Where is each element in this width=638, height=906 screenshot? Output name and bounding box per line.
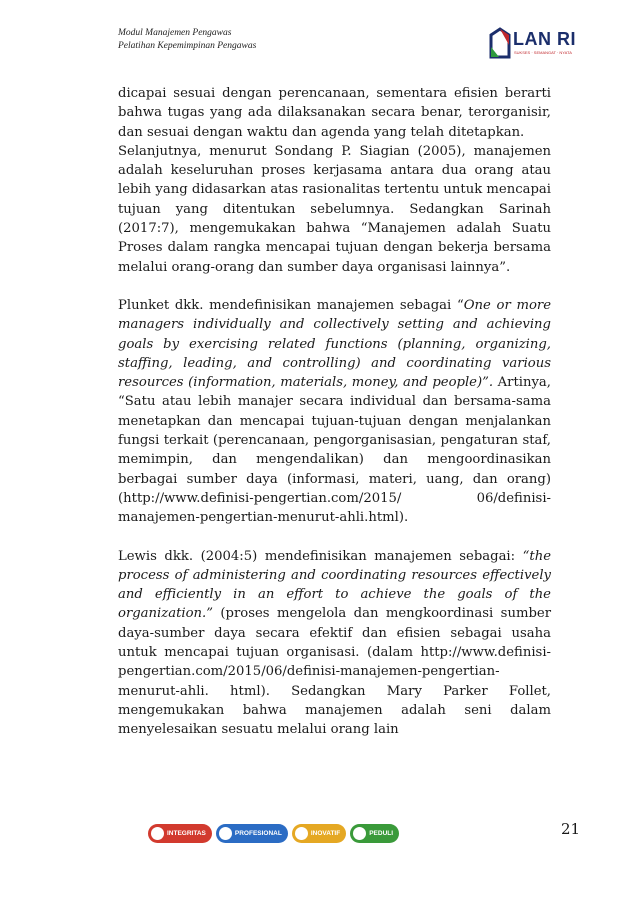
- running-header: [118, 27, 256, 53]
- logo-tagline: SUKSES · SEMANGAT · NYATA: [514, 50, 572, 55]
- paragraph-4: [118, 547, 551, 740]
- lan-ri-emblem-icon: [487, 25, 513, 63]
- logo-text: LAN RI: [513, 29, 576, 49]
- value-badge-inovatif: [292, 824, 346, 843]
- value-badge-profesional: [216, 824, 288, 843]
- paragraph-2: Selanjutnya, menurut Sondang P. Siagian (2005), manajemen adalah keseluruhan proses kerjasama antara dua orang atau lebih yang didasarkan atas rasionalitas tertentu untuk mencapai tujuan yang ditentukan sebelumnya. Sedangkan Sarinah (2017:7), mengemukakan bahwa “Manajemen adalah Suatu Proses dalam rangka mencapai tujuan dengan bekerja bersama melalui orang-orang dan sumber daya organisasi lainnya”.: [118, 143, 551, 275]
- lightbulb-icon: [295, 827, 308, 840]
- paragraph-3-quote: One or more managers individually and collectively setting and achieving goals by exercising related functions (planning, organizing, staffing, leading, and controlling) and coordinating various resources (information, materials, money, and people)”.: [118, 297, 551, 391]
- page-number: 21: [561, 820, 581, 838]
- body-text: [118, 84, 551, 740]
- header-module-title: Modul Manajemen Pengawas: [118, 28, 232, 38]
- integritas-icon: [151, 827, 164, 840]
- core-values-bar: [148, 820, 399, 846]
- header-course-title: Pelatihan Kepemimpinan Pengawas: [118, 41, 257, 51]
- paragraph-4-intro: Lewis dkk. (2004:5) mendefinisikan manajemen sebagai:: [118, 548, 523, 564]
- value-label: INTEGRITAS: [167, 829, 206, 837]
- paragraph-3: [118, 296, 551, 528]
- peduli-icon: [353, 827, 366, 840]
- value-label: INOVATIF: [310, 829, 341, 837]
- paragraph-4-quote: “the process of administering and coordinating resources effectively and efficiently in an effort to achieve the goals of the organization.”: [118, 548, 551, 622]
- profesional-icon: [219, 827, 232, 840]
- paragraph-1: dicapai sesuai dengan perencanaan, sementara efisien berarti bahwa tugas yang ada dilaksanakan secara benar, terorganisir, dan sesuai dengan waktu dan agenda yang telah ditetapkan.: [118, 86, 551, 140]
- paragraph-3-translation: Artinya, “Satu atau lebih manajer secara individual dan bersama-sama menetapkan dan mencapai tujuan-tujuan dengan menjalankan fungsi terkait (perencanaan, pengorganisasian, pengaturan staf, memimpin, dan mengendalikan) dan mengoordinasikan berbagai sumber daya (informasi, materi, uang, dan orang) (http://www.definisi-pengertian.com/2015/ 06/definisi-manajemen-pengertian-menurut-ahli.html).: [118, 375, 551, 526]
- value-label: PEDULI: [369, 829, 394, 837]
- lan-ri-logo: [487, 25, 576, 67]
- paragraph-3-intro: Plunket dkk. mendefinisikan manajemen sebagai “: [118, 297, 464, 313]
- value-label: PROFESIONAL: [234, 829, 282, 837]
- paragraph-4-translation: (proses mengelola dan mengkoordinasi sumber daya-sumber daya secara efektif dan efisien sebagai usaha untuk mencapai tujuan organisasi. (dalam http://www.definisi-pengertian.com/2015/06/definisi-manajemen-pengertian-menurut-ahli. html). Sedangkan Mary Parker Follet, mengemukakan bahwa manajemen adalah seni dalam menyelesaikan sesuatu melalui orang lain: [118, 606, 551, 738]
- value-badge-peduli: [350, 824, 399, 843]
- value-badge-integritas: [148, 824, 212, 843]
